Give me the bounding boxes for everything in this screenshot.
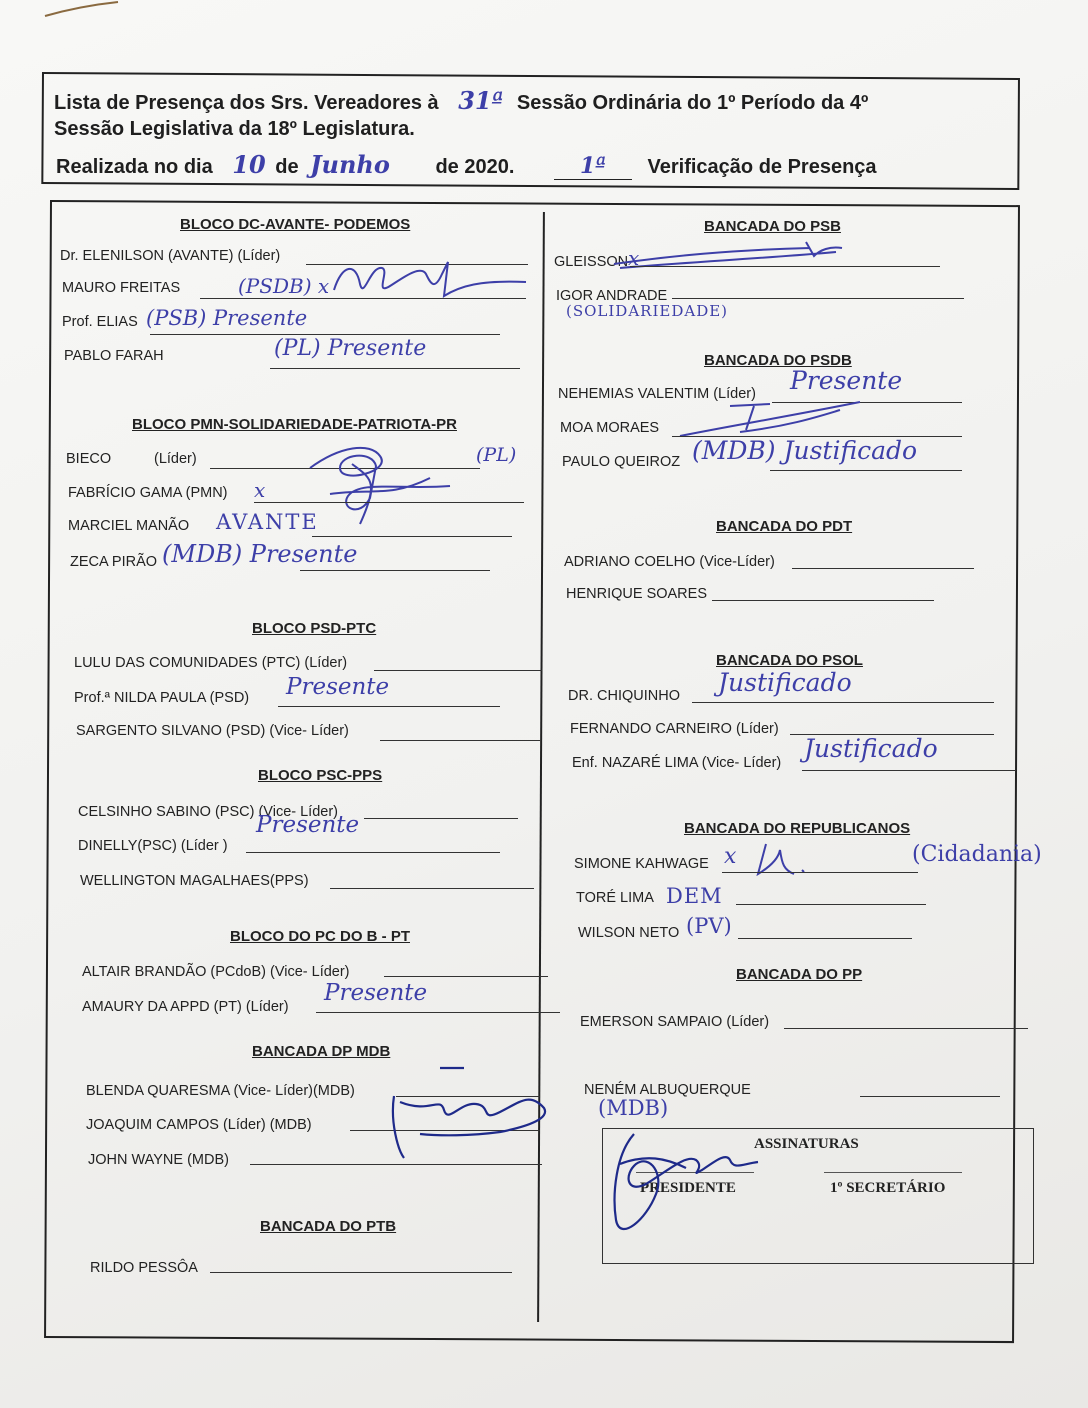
secretary-label: 1º SECRETÁRIO (830, 1180, 946, 1196)
section-title: BANCADA DO PSOL (716, 652, 863, 669)
member-name: BIECO (66, 451, 112, 467)
member-note: (PSDB) x (238, 274, 330, 298)
verification-number: 1ª (554, 153, 632, 180)
member-note: x (724, 844, 737, 869)
signature-line (270, 368, 520, 369)
signature-line (792, 568, 974, 569)
signature-line (380, 740, 540, 741)
member-note: Presente (324, 980, 428, 1006)
member-name: SIMONE KAHWAGE (574, 856, 709, 872)
session-year: de 2020. (435, 156, 515, 178)
header-text: Sessão Ordinária do 1º Período da 4º (516, 92, 869, 114)
member-name: ADRIANO COELHO (Vice-Líder) (564, 554, 775, 570)
member-name: PAULO QUEIROZ (562, 454, 681, 470)
member-name: CELSINHO SABINO (PSC) (Vice- Líder) (78, 804, 338, 820)
signature-line (738, 938, 912, 939)
member-note: AVANTE (216, 510, 319, 534)
member-name: GLEISSON (554, 254, 629, 270)
signature-line (712, 600, 934, 601)
member-name: IGOR ANDRADE (556, 288, 668, 304)
signature-line (692, 702, 994, 703)
member-name: DINELLY(PSC) (Líder ) (78, 838, 228, 854)
member-name: ALTAIR BRANDÃO (PCdoB) (Vice- Líder) (82, 964, 350, 980)
signature-line (672, 298, 964, 299)
section-title: BANCADA DO PSDB (704, 352, 852, 369)
member-name: FABRÍCIO GAMA (PMN) (68, 485, 228, 501)
member-note: x (628, 246, 640, 270)
header-text: de (275, 156, 299, 178)
member-name: AMAURY DA APPD (PT) (Líder) (82, 999, 289, 1015)
section-title: BLOCO DC-AVANTE- PODEMOS (180, 216, 411, 233)
member-note: (SOLIDARIEDADE) (566, 302, 729, 320)
member-name: JOAQUIM CAMPOS (Líder) (MDB) (86, 1117, 312, 1133)
section-title: BANCADA DO PDT (716, 518, 853, 535)
signature-line (312, 536, 512, 537)
section-title: BLOCO PMN-SOLIDARIEDADE-PATRIOTA-PR (132, 416, 457, 433)
header-line-2: Sessão Legislativa da 18º Legislatura. (54, 118, 415, 140)
member-name: WELLINGTON MAGALHAES(PPS) (80, 873, 309, 889)
session-month: Junho (310, 150, 390, 179)
member-note: Presente (286, 674, 390, 700)
member-name: MARCIEL MANÃO (68, 518, 190, 534)
member-note: (PSB) Presente (146, 306, 308, 330)
signature-line (210, 1272, 512, 1273)
signature-line (630, 266, 940, 267)
member-name: BLENDA QUARESMA (Vice- Líder)(MDB) (86, 1083, 355, 1099)
signature-scribble (670, 396, 870, 440)
section-title: BLOCO DO PC DO B - PT (230, 928, 410, 945)
member-note: (PL) Presente (274, 336, 427, 361)
member-note: (PV) (686, 914, 732, 938)
section-title: BANCADA DO PSB (704, 218, 841, 235)
section-title: BANCADA DO PP (736, 966, 863, 983)
strike-scribble (610, 236, 850, 276)
member-name: TORÉ LIMA (576, 890, 654, 906)
member-name: WILSON NETO (578, 925, 680, 941)
member-note: (MDB) Presente (162, 540, 358, 568)
signature-scribble (380, 1062, 556, 1172)
signature-line (316, 1012, 560, 1013)
signature-line (150, 334, 500, 335)
signature-line (736, 904, 926, 905)
member-note: (PL) (476, 444, 517, 466)
signature-line (384, 976, 548, 977)
member-name: MAURO FREITAS (62, 280, 181, 296)
signature-line (722, 872, 918, 873)
member-note: (MDB) (598, 1096, 669, 1120)
member-name: DR. CHIQUINHO (568, 688, 680, 704)
member-name: RILDO PESSÔA (90, 1260, 198, 1276)
signature-line (364, 818, 518, 819)
member-note: Presente (790, 366, 903, 395)
president-signature (606, 1124, 766, 1240)
member-name: MOA MORAES (560, 420, 660, 436)
member-name: ZECA PIRÃO (70, 554, 158, 570)
session-number: 31ª (458, 86, 504, 115)
member-note: (Cidadania) (912, 842, 1042, 867)
section-title: BLOCO PSD-PTC (252, 620, 377, 637)
header-text: Verificação de Presença (647, 156, 877, 178)
signature-scribble (330, 256, 530, 306)
member-name: SARGENTO SILVANO (PSD) (Vice- Líder) (76, 723, 349, 739)
header-text: Lista de Presença dos Srs. Vereadores à (54, 92, 439, 114)
member-name: Enf. NAZARÉ LIMA (Vice- Líder) (572, 755, 782, 771)
member-role: (Líder) (154, 451, 197, 467)
member-name: HENRIQUE SOARES (566, 586, 707, 602)
section-title: BANCADA DO PTB (260, 1218, 397, 1235)
member-name: JOHN WAYNE (MDB) (88, 1152, 229, 1168)
secretary-signature-line (824, 1172, 962, 1173)
signature-scribble (750, 840, 810, 880)
signature-line (278, 706, 500, 707)
section-title: BANCADA DP MDB (252, 1043, 391, 1060)
header-line-1 (54, 86, 868, 115)
member-note: Presente (256, 812, 360, 838)
member-note: Justificado (804, 734, 938, 763)
header-text: Realizada no dia (56, 156, 213, 178)
header-line-3 (56, 150, 877, 180)
signature-line (254, 502, 524, 503)
member-name: Dr. ELENILSON (AVANTE) (Líder) (60, 248, 281, 264)
member-note: DEM (666, 884, 723, 908)
member-name: FERNANDO CARNEIRO (Líder) (570, 721, 779, 737)
signature-line (250, 1164, 542, 1165)
member-name: NENÉM ALBUQUERQUE (584, 1082, 751, 1098)
member-name: LULU DAS COMUNIDADES (PTC) (Líder) (74, 655, 348, 671)
signature-line (860, 1096, 1000, 1097)
member-note: (MDB) Justificado (692, 436, 918, 465)
member-note: Justificado (718, 668, 852, 697)
signature-line (330, 888, 534, 889)
signature-line (802, 770, 1016, 771)
signature-scribble (300, 438, 470, 530)
pen-mark (40, 0, 120, 20)
member-name: PABLO FARAH (64, 348, 164, 364)
member-name: Prof. ELIAS (62, 314, 138, 330)
member-note: x (254, 478, 266, 502)
signatures-title: ASSINATURAS (754, 1136, 859, 1152)
member-name: NEHEMIAS VALENTIM (Líder) (558, 386, 756, 402)
session-day: 10 (232, 150, 266, 179)
signature-line (300, 570, 490, 571)
member-name: EMERSON SAMPAIO (Líder) (580, 1014, 770, 1030)
president-label: PRESIDENTE (640, 1180, 736, 1196)
section-title: BANCADA DO REPUBLICANOS (684, 820, 911, 837)
signature-line (246, 852, 500, 853)
member-name: Prof.ª NILDA PAULA (PSD) (74, 690, 250, 706)
section-title: BLOCO PSC-PPS (258, 767, 383, 784)
signature-line (374, 670, 542, 671)
signature-line (784, 1028, 1028, 1029)
signature-line (770, 470, 962, 471)
